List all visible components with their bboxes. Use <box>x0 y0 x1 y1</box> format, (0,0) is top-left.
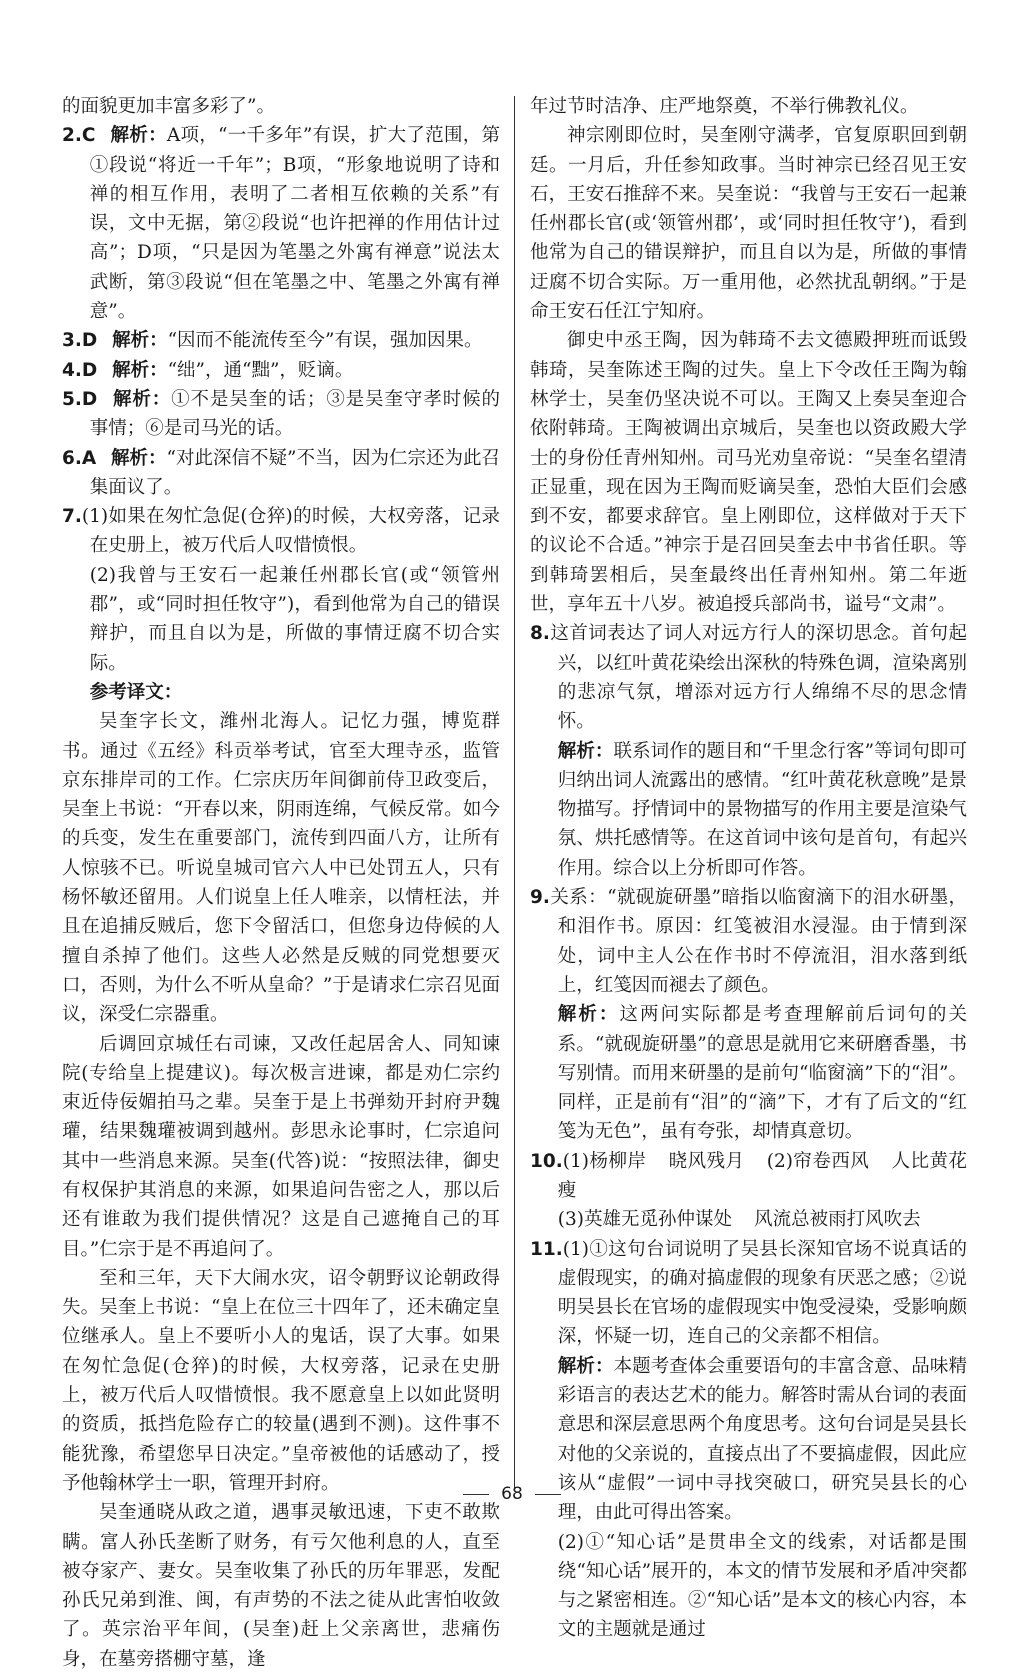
poem-phrase: (2)帘卷西风 <box>766 1150 870 1172</box>
answer-text: 关系：“就砚旋研墨”暗指以临窗滴下的泪水研墨，和泪作书。原因：红笺被泪水浸湿。由于情到深处，词中主人公在作书时不停流泪，泪水落到纸上，红笺因而褪去了颜色。 <box>549 887 967 996</box>
answer-9 <box>530 883 967 1000</box>
answer-choice: D <box>81 388 98 410</box>
translation-paragraph: 后调回京城任右司谏，又改任起居舍人、同知谏院(专给皇上提建议)。每次极言进谏，都是劝仁宗约束近侍佞媚拍马之辈。吴奎于是上书弹劾开封府尹魏瓘，结果魏瓘被调到越州。彭思永论事时，仁宗追问其中一些消息来源。吴奎(代答)说：“按照法律，御史有权保护其消息的来源，如果追问告密之人，那以后还有谁敢为我们提供情况？这是自己遮掩自己的耳目。”仁宗于是不再追问了。 <box>62 1033 500 1260</box>
answer-10-line-1 <box>530 1147 967 1206</box>
answer-2 <box>62 121 500 326</box>
analysis-text: 这两问实际都是考查理解前后词句的关系。“就砚旋研墨”的意思是就用它来研磨香墨，书写别情。而用来研墨的是前句“临窗滴”下的“泪”。同样，正是前有“泪”的“滴”下，才有了后文的“红笺为无色”，虽有夸张，却情真意切。 <box>557 1004 967 1143</box>
page-number: 68 <box>501 1484 523 1504</box>
answer-11-part-2: (2)①“知心话”是贯串全文的线索，对话都是围绕“知心话”展开的，本文的情节发展和矛盾冲突都与之紧密相连。②“知心话”是本文的核心内容，本文的主题就是通过 <box>557 1531 967 1641</box>
translation-paragraph: 御史中丞王陶，因为韩琦不去文德殿押班而诋毁韩琦，吴奎陈述王陶的过失。皇上下令改任王陶为翰林学士，吴奎仍坚决说不可以。王陶又上奏吴奎迎合依附韩琦。王陶被调出京城后，吴奎也以资政殿大学士的身份任青州知州。司马光劝皇帝说：“吴奎名望清正显重，现在因为王陶而贬谪吴奎，恐怕大臣们会感到不安，都要求辞官。皇上刚即位，这样做对于天下的议论不合适。”神宗于是召回吴奎去中书省任职。等到韩琦罢相后，吴奎最终出任青州知州。第二年逝世，享年五十八岁。被追授兵部尚书，谥号“文肃”。 <box>530 330 967 616</box>
translation-paragraph: 吴奎字长文，潍州北海人。记忆力强，博览群书。通过《五经》科贡举考试，官至大理寺丞，监管京东排岸司的工作。仁宗庆历年间御前侍卫政变后，吴奎上书说：“开春以来，阴雨连绵，气候反常。如今的兵变，发生在重要部门，流传到四面八方，让所有人惊骇不已。听说皇城司官六人中已处罚五人，只有杨怀敏还留用。人们说皇上任人唯亲，以情枉法，并且在追捕反贼后，您下令留活口，但您身边侍候的人擅自杀掉了他们。这些人必然是反贼的同党想要灭口，否则，为什么不听从皇命？”于是请求仁宗召见面议，深受仁宗器重。 <box>62 711 500 1026</box>
question-number: 8. <box>530 623 550 645</box>
answer-choice: A <box>81 447 97 469</box>
analysis-text: 本题考查体会重要语句的丰富含意、品味精彩语言的表达艺术的能力。解答时需从台词的表面意思和深层意思两个角度思考。这句台词是吴县长对他的父亲说的，直接点出了不要搞虚假，因此应该从“虚假”一词中寻找突破口，研究吴县长的心理，由此可得出答案。 <box>557 1355 967 1524</box>
question-number: 10. <box>530 1150 563 1172</box>
analysis-9 <box>530 1000 967 1146</box>
answer-4 <box>62 356 500 385</box>
answer-10-line-2 <box>530 1205 967 1234</box>
translation-paragraph: 至和三年，天下大闹水灾，诏令朝野议论朝政得失。吴奎上书说：“皇上在位三十四年了，还未确定皇位继承人。皇上不要听小人的鬼话，误了大事。如果在匆忙急促(仓猝)的时候，大权旁落，记录在史册上，被万代后人叹惜愤恨。我不愿意皇上以如此贤明的资质，抵挡危险存亡的较量(遇到不测)。这件事不能犹豫，希望您早日决定。”皇帝被他的话感动了，授予他翰林学士一职，管理开封府。 <box>62 1267 500 1494</box>
question-number: 2. <box>62 125 82 147</box>
analysis-label: 解析： <box>110 125 167 147</box>
answer-choice: D <box>81 330 98 352</box>
analysis-8 <box>530 737 967 883</box>
analysis-label: 解析： <box>112 330 168 352</box>
question-number: 11. <box>530 1238 563 1260</box>
question-number: 4. <box>62 359 82 381</box>
analysis-label: 解析： <box>112 359 168 381</box>
answer-text: (1)①这句台词说明了吴县长深知官场不说真话的虚假现实，的确对搞虚假的现象有厌恶之感；②说明吴县长在官场的虚假现实中饱受浸染，受影响颇深，怀疑一切，连自己的父亲都不相信。 <box>557 1238 967 1348</box>
poem-phrase: 晓风残月 <box>668 1150 745 1172</box>
answer-text: (1)如果在匆忙急促(仓猝)的时候，大权旁落，记录在史册上，被万代后人叹惜愤恨。 <box>81 506 500 557</box>
reference-translation-title: 参考译文： <box>89 681 183 703</box>
question-number: 7. <box>62 506 82 528</box>
answer-8 <box>530 619 967 736</box>
poem-phrase: 人比黄花瘦 <box>557 1150 967 1201</box>
analysis-text: ①不是吴奎的话；③是吴奎守孝时候的事情；⑥是司马光的话。 <box>89 388 500 440</box>
poem-phrase: 风流总被雨打风吹去 <box>754 1209 921 1231</box>
analysis-text: “绌”，通“黜”，贬谪。 <box>167 359 354 381</box>
analysis-label: 解析： <box>557 1355 614 1377</box>
answer-11-part-1 <box>530 1235 967 1352</box>
question-number: 5. <box>62 388 82 410</box>
page-footer <box>0 1484 1024 1504</box>
continued-text: 的面貌更加丰富多彩了”。 <box>62 96 275 117</box>
translation-paragraph: 神宗刚即位时，吴奎刚守满孝，官复原职回到朝廷。一月后，升任参知政事。当时神宗已经召见王安石，王安石推辞不来。吴奎说：“我曾与王安石一起兼任州郡长官(或‘领管州郡’，或‘同时担任牧守’)，看到他常为自己的错误辩护，而且自以为是，所做的事情迂腐不切合实际。万一重用他，必然扰乱朝纲。”于是命王安石任江宁知府。 <box>530 125 967 323</box>
analysis-label: 解析： <box>112 388 172 410</box>
analysis-text: 联系词作的题目和“千里念行客”等词句即可归纳出词人流露出的感情。“红叶黄花秋意晚”是景物描写。抒情词中的景物描写的作用主要是渲染气氛、烘托感情等。在这首词中该句是首句，有起兴作用。综合以上分析即可作答。 <box>557 740 967 879</box>
analysis-label: 解析： <box>557 740 614 762</box>
answer-choice: D <box>81 359 98 381</box>
right-column <box>530 92 967 1645</box>
answer-6 <box>62 444 500 503</box>
answer-text: 这首词表达了词人对远方行人的深切思念。首句起兴，以红叶黄花染绘出深秋的特殊色调，渲染离别的悲凉气氛，增添对远方行人绵绵不尽的思念情怀。 <box>549 623 967 733</box>
analysis-text: “因而不能流传至今”有误，强加因果。 <box>167 330 483 352</box>
continued-text: 年过节时洁净、庄严地祭奠，不举行佛教礼仪。 <box>530 96 919 117</box>
poem-phrase: (1)杨柳岸 <box>562 1150 647 1172</box>
question-number: 9. <box>530 887 550 909</box>
column-divider <box>514 96 515 1491</box>
analysis-text: A项，“一千多年”有误，扩大了范围，第①段说“将近一千年”；B项，“形象地说明了诗和禅的相互作用，表明了二者相互依赖的关系”有误，文中无据，第②段说“也许把禅的作用估计过高”；D项，“只是因为笔墨之外寓有禅意”说法太武断，第③段说“但在笔墨之中、笔墨之外寓有禅意”。 <box>89 125 500 323</box>
analysis-label: 解析： <box>111 447 167 469</box>
analysis-label: 解析： <box>557 1004 620 1026</box>
answer-7-part-1 <box>62 502 500 561</box>
footer-dash-left <box>463 1494 489 1495</box>
answer-choice: C <box>81 125 96 147</box>
translation-paragraph: 吴奎通晓从政之道，遇事灵敏迅速，下吏不敢欺瞒。富人孙氏垄断了财务，有亏欠他利息的人，直至被夺家产、妻女。吴奎收集了孙氏的历年罪恶，发配孙氏兄弟到淮、闽，有声势的不法之徒从此害怕收敛了。英宗治平年间，(吴奎)赶上父亲离世，悲痛伤身，在墓旁搭棚守墓，逢 <box>62 1502 500 1670</box>
poem-phrase: (3)英雄无觅孙仲谋处 <box>557 1209 732 1231</box>
question-number: 3. <box>62 330 82 352</box>
answer-3 <box>62 326 500 355</box>
answer-7-part-2: (2)我曾与王安石一起兼任州郡长官(或“领管州郡”，或“同时担任牧守”)，看到他常为自己的错误辩护，而且自以为是，所做的事情迂腐不切合实际。 <box>89 564 500 674</box>
question-number: 6. <box>62 447 82 469</box>
answer-5 <box>62 385 500 444</box>
left-column <box>62 92 500 1674</box>
analysis-text: “对此深信不疑”不当，因为仁宗还为此召集面议了。 <box>89 447 500 498</box>
footer-dash-right <box>535 1494 561 1495</box>
